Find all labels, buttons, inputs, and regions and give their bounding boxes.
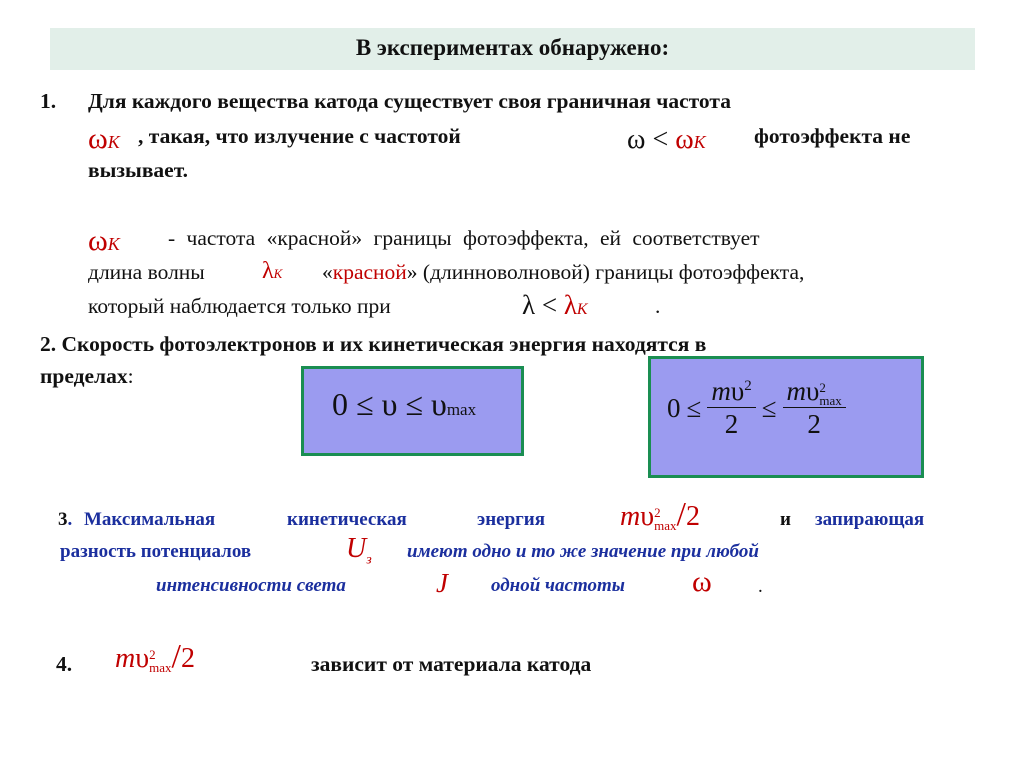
item3-end-dot: . — [758, 576, 763, 597]
item2-line2: пределах: — [40, 364, 134, 388]
omega-k-symbol: ωK — [88, 122, 120, 155]
item3-line2-b: имеют одно и то же значение при любой — [407, 541, 759, 562]
slide-title: В экспериментах обнаружено: — [355, 35, 670, 60]
item1-sub-line2-rest: «красной» (длинноволновой) границы фотоэффекта, — [322, 260, 805, 284]
item1-line2-b: фотоэффекта не — [754, 124, 911, 148]
stopping-voltage-symbol: $U_з$ — [346, 533, 372, 568]
omega-less-omega-k-formula: ω < ωK — [627, 124, 706, 155]
lambda-less-lambda-k-formula: λ < λK — [522, 290, 588, 320]
energy-range-formula: 0 ≤ $\frac{m\upsilon^2}{2}$ ≤ mυ 2 max 2 — [667, 377, 846, 440]
item3-line2-a: разность потенциалов — [60, 541, 252, 562]
item3-energy-formula: mυ 2 max /2 — [620, 496, 700, 533]
frequency-symbol: ω — [692, 565, 712, 598]
item4-text: зависит от материала катода — [311, 652, 592, 676]
item1-line1: Для каждого вещества катода существует своя граничная частота — [88, 89, 731, 113]
item2-line1: 2. Скорость фотоэлектронов и их кинетическая энергия находятся в — [40, 332, 707, 356]
item3-line3-b: одной частоты — [491, 575, 625, 596]
light-intensity-symbol: J — [436, 568, 448, 598]
speed-range-box — [301, 366, 524, 456]
omega-k-symbol-2: ωK — [88, 224, 120, 257]
speed-range-formula: 0 ≤ υ ≤ υmax — [332, 386, 477, 422]
item1-sub-line3: который наблюдается только при — [88, 294, 391, 318]
item1-sub-desc: - частота «красной» границы фотоэффекта, ей соответствует — [168, 226, 760, 250]
item3-and: и — [780, 509, 791, 530]
item4-number: 4. — [56, 652, 73, 676]
energy-fraction-1: $\frac{m\upsilon^2}{2}$ — [707, 377, 755, 440]
item3-word-energy: энергия — [477, 509, 546, 530]
energy-range-box — [648, 356, 924, 478]
item3-number: 3. — [58, 509, 73, 530]
lambda-k-symbol: λK — [262, 258, 283, 284]
item1-line3: вызывает. — [88, 158, 189, 182]
item1-end-dot: . — [655, 294, 661, 318]
item3-word-blocking: запирающая — [815, 509, 925, 530]
item1-sub-line2-a: длина волны — [88, 260, 205, 284]
item3-word-max: Максимальная — [84, 509, 216, 530]
item1-number: 1. — [40, 89, 57, 113]
title-bar — [50, 28, 975, 70]
item3-line3-a: интенсивности света — [156, 575, 346, 596]
item4-energy-formula: mυ 2 max /2 — [115, 638, 195, 675]
item1-line2-a: , такая, что излучение с частотой — [138, 124, 461, 148]
item3-word-kinetic: кинетическая — [287, 509, 407, 530]
energy-fraction-2: mυ 2 max 2 — [783, 377, 846, 440]
